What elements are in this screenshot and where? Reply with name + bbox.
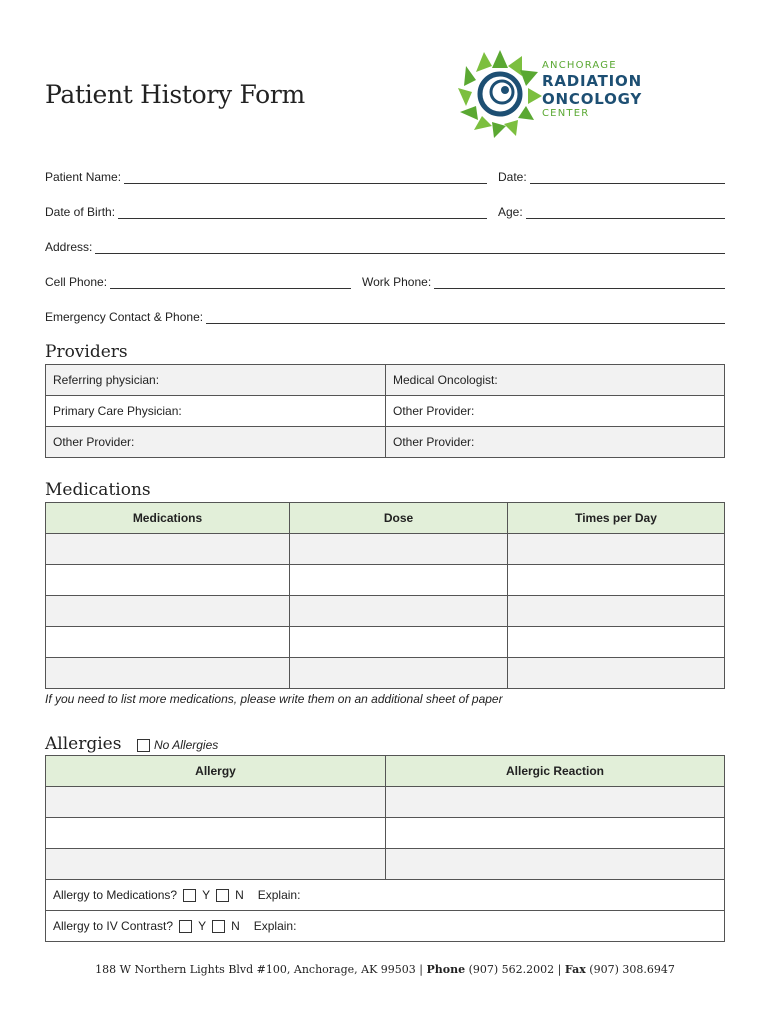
provider-cell[interactable]: Other Provider: bbox=[386, 427, 725, 458]
table-row bbox=[46, 365, 725, 396]
provider-cell[interactable]: Referring physician: bbox=[46, 365, 386, 396]
medication-allergy-no-checkbox[interactable] bbox=[216, 889, 229, 902]
dob-field[interactable] bbox=[45, 201, 487, 219]
iv-contrast-allergy-question: Allergy to IV Contrast? bbox=[53, 919, 174, 933]
reaction-cell[interactable] bbox=[386, 818, 725, 849]
emergency-contact-field[interactable] bbox=[45, 306, 725, 324]
logo-line-anchorage: ANCHORAGE bbox=[542, 60, 617, 71]
work-phone-field[interactable] bbox=[362, 271, 725, 289]
table-row bbox=[46, 627, 725, 658]
medication-allergy-yes-checkbox[interactable] bbox=[183, 889, 196, 902]
allergy-column-header: Allergy bbox=[46, 756, 386, 787]
table-row bbox=[46, 849, 725, 880]
times-cell[interactable] bbox=[508, 596, 725, 627]
allergy-cell[interactable] bbox=[46, 849, 386, 880]
logo-line-radiation: RADIATION bbox=[542, 72, 642, 90]
table-header-row bbox=[46, 503, 725, 534]
logo-line-center: CENTER bbox=[542, 108, 590, 119]
no-allergies-checkbox[interactable] bbox=[137, 739, 150, 752]
medications-heading: Medications bbox=[45, 480, 151, 500]
footer-contact bbox=[0, 963, 770, 976]
dob-line[interactable] bbox=[118, 205, 487, 219]
times-per-day-column-header: Times per Day bbox=[508, 503, 725, 534]
provider-cell[interactable]: Other Provider: bbox=[46, 427, 386, 458]
medication-allergy-question: Allergy to Medications? bbox=[53, 888, 178, 902]
footer-address: 188 W Northern Lights Blvd #100, Anchorage, AK 99503 | bbox=[95, 963, 427, 976]
date-line[interactable] bbox=[530, 170, 725, 184]
times-cell[interactable] bbox=[508, 534, 725, 565]
dose-cell[interactable] bbox=[290, 596, 508, 627]
patient-name-label: Patient Name: bbox=[45, 170, 122, 184]
medication-cell[interactable] bbox=[46, 534, 290, 565]
allergy-cell[interactable] bbox=[46, 818, 386, 849]
cell-phone-label: Cell Phone: bbox=[45, 275, 108, 289]
date-field[interactable] bbox=[498, 166, 725, 184]
form-title: Patient History Form bbox=[45, 80, 305, 109]
medication-cell[interactable] bbox=[46, 565, 290, 596]
allergies-heading: Allergies bbox=[45, 734, 122, 754]
medication-cell[interactable] bbox=[46, 627, 290, 658]
cell-phone-line[interactable] bbox=[110, 275, 351, 289]
work-phone-label: Work Phone: bbox=[362, 275, 432, 289]
date-label: Date: bbox=[498, 170, 527, 184]
table-header-row bbox=[46, 756, 725, 787]
provider-cell[interactable]: Other Provider: bbox=[386, 396, 725, 427]
yes-label: Y bbox=[202, 888, 211, 902]
explain-label: Explain: bbox=[257, 888, 301, 902]
cell-phone-field[interactable] bbox=[45, 271, 351, 289]
age-label: Age: bbox=[498, 205, 523, 219]
footer-phone: (907) 562.2002 | bbox=[465, 963, 565, 976]
emergency-contact-label: Emergency Contact & Phone: bbox=[45, 310, 204, 324]
times-cell[interactable] bbox=[508, 658, 725, 689]
footer-fax-label: Fax bbox=[564, 963, 586, 976]
iv-contrast-no-checkbox[interactable] bbox=[212, 920, 225, 933]
table-row bbox=[46, 658, 725, 689]
logo-line-oncology: ONCOLOGY bbox=[542, 90, 643, 108]
address-field[interactable] bbox=[45, 236, 725, 254]
table-row bbox=[46, 787, 725, 818]
no-allergies-option[interactable] bbox=[137, 738, 218, 752]
reaction-cell[interactable] bbox=[386, 849, 725, 880]
age-field[interactable] bbox=[498, 201, 725, 219]
table-row bbox=[46, 880, 725, 911]
medication-cell[interactable] bbox=[46, 596, 290, 627]
emergency-contact-line[interactable] bbox=[206, 310, 725, 324]
allergies-table bbox=[45, 755, 725, 942]
dose-cell[interactable] bbox=[290, 565, 508, 596]
no-label: N bbox=[231, 919, 240, 933]
address-line[interactable] bbox=[95, 240, 725, 254]
table-row bbox=[46, 596, 725, 627]
table-row bbox=[46, 818, 725, 849]
table-row bbox=[46, 396, 725, 427]
iv-contrast-allergy-row bbox=[46, 911, 725, 942]
provider-cell[interactable]: Primary Care Physician: bbox=[46, 396, 386, 427]
reaction-cell[interactable] bbox=[386, 787, 725, 818]
dose-cell[interactable] bbox=[290, 534, 508, 565]
no-label: N bbox=[235, 888, 244, 902]
table-row bbox=[46, 427, 725, 458]
allergic-reaction-column-header: Allergic Reaction bbox=[386, 756, 725, 787]
address-label: Address: bbox=[45, 240, 93, 254]
explain-label: Explain: bbox=[253, 919, 297, 933]
medication-allergy-row bbox=[46, 880, 725, 911]
table-row bbox=[46, 534, 725, 565]
iv-contrast-yes-checkbox[interactable] bbox=[179, 920, 192, 933]
dose-cell[interactable] bbox=[290, 627, 508, 658]
logo-wordmark bbox=[542, 60, 642, 120]
dob-label: Date of Birth: bbox=[45, 205, 116, 219]
logo-emblem-icon bbox=[458, 46, 542, 142]
dose-column-header: Dose bbox=[290, 503, 508, 534]
table-row bbox=[46, 911, 725, 942]
providers-table bbox=[45, 364, 725, 458]
medications-table bbox=[45, 502, 725, 689]
dose-cell[interactable] bbox=[290, 658, 508, 689]
patient-name-field[interactable] bbox=[45, 166, 487, 184]
times-cell[interactable] bbox=[508, 627, 725, 658]
allergy-cell[interactable] bbox=[46, 787, 386, 818]
footer-phone-label: Phone bbox=[426, 963, 466, 976]
clinic-logo bbox=[458, 46, 678, 142]
footer-fax: (907) 308.6947 bbox=[585, 963, 675, 976]
providers-heading: Providers bbox=[45, 342, 128, 362]
medications-column-header: Medications bbox=[46, 503, 290, 534]
provider-cell[interactable]: Medical Oncologist: bbox=[386, 365, 725, 396]
times-cell[interactable] bbox=[508, 565, 725, 596]
no-allergies-label: No Allergies bbox=[154, 738, 219, 752]
medications-note: If you need to list more medications, please write them on an additional sheet of paper bbox=[45, 692, 503, 706]
age-line[interactable] bbox=[526, 205, 725, 219]
table-row bbox=[46, 565, 725, 596]
medication-cell[interactable] bbox=[46, 658, 290, 689]
yes-label: Y bbox=[198, 919, 207, 933]
patient-name-line[interactable] bbox=[124, 170, 487, 184]
work-phone-line[interactable] bbox=[434, 275, 725, 289]
